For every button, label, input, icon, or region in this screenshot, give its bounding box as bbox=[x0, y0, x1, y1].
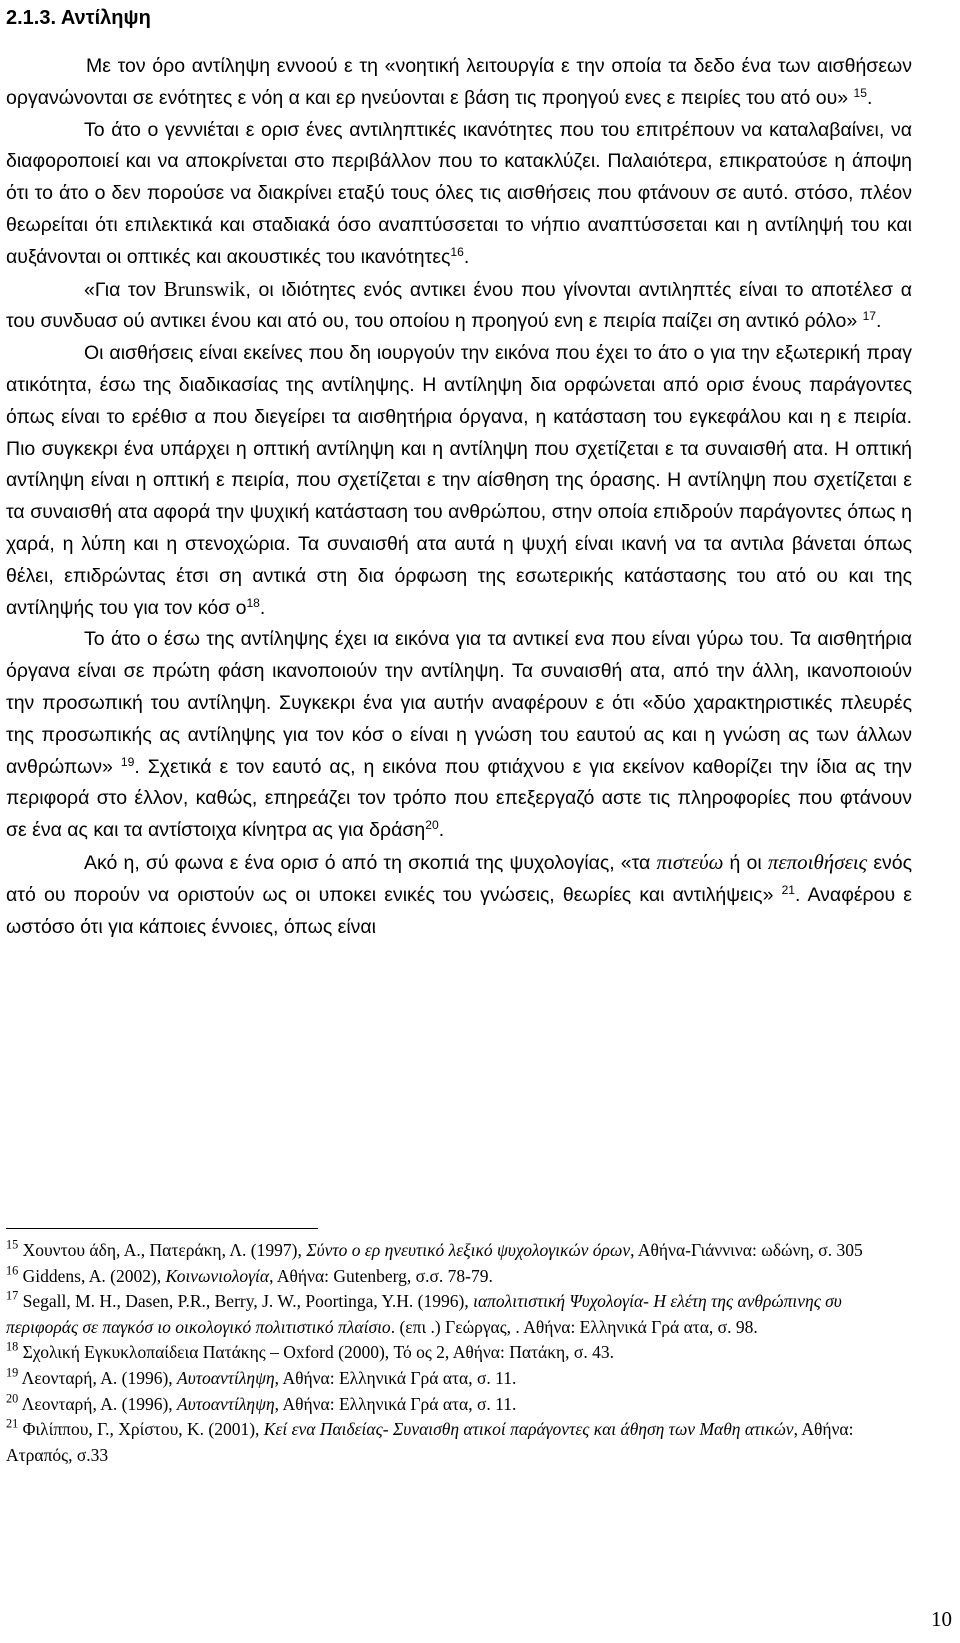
footnote-ref[interactable]: 20 bbox=[425, 817, 439, 832]
paragraph-text: ή οι bbox=[723, 851, 768, 874]
paragraph-5 bbox=[6, 624, 912, 847]
footnote-title: Αυτοαντίληψη bbox=[177, 1393, 275, 1414]
paragraph-text: . Σχετικά ε τον εαυτό ας, η εικόνα που φτιάχνου ε για εκείνον καθορίζει την ίδια ας την περιφορά στο έλλον, καθώς, επηρεάζει τον τρόπο που επεξεργαζό αστε τις πληροφορίες που φτάνουν σε ένα ας και τα αντίστοιχα κίνητρα ας για δράση bbox=[6, 755, 913, 842]
paragraph-text: . bbox=[876, 310, 882, 333]
footnote-21 bbox=[6, 1417, 916, 1468]
paragraph-2 bbox=[6, 115, 912, 274]
paragraph-4 bbox=[6, 338, 912, 624]
paragraph-text: ενός ατό ου πορούν να οριστούν ως οι υποκει ενικές του γνώσεις, θεωρίες και αντιλήψεις» bbox=[6, 851, 913, 906]
footnote-number: 16 bbox=[6, 1263, 19, 1278]
paragraph-text: Το άτο ο έσω της αντίληψης έχει ια εικόνα για τα αντικεί ενα που είναι γύρω του. Τα αισθητήρια όργανα είναι σε πρώτη φάση ικανοποιούν την αντίληψη. Τα συναισθή ατα, από την άλλη, ικανοποιούν την προσωπική του αντίληψη. Συγκεκρι ένα για αυτήν αναφέρουν ε ότι «δύο χαρακτηριστικές πλευρές της προσωπικής ας αντίληψης για τον κόσ ο είναι η γνώση του εαυτού ας και η γνώση ας των άλλων ανθρώπων» bbox=[6, 628, 912, 778]
body-text bbox=[6, 51, 912, 943]
footnote-title: Αυτοαντίληψη bbox=[177, 1367, 275, 1388]
paragraph-text: , οι ιδιότητες ενός αντικει ένου που γίνονται αντιληπτές είναι το αποτέλεσ α του συνδυασ ού αντικει ένου και ατό ου, του οποίου η προηγού ενη ε πειρία παίζει ση αντικό ρόλο» bbox=[6, 278, 912, 333]
footnote-ref[interactable]: 15 bbox=[853, 85, 867, 100]
footnote-ref[interactable]: 21 bbox=[781, 882, 796, 897]
footnote-16 bbox=[6, 1264, 916, 1290]
author-name: Brunswik bbox=[163, 276, 246, 301]
footnote-ref[interactable]: 18 bbox=[246, 595, 260, 610]
paragraph-text: Οι αισθήσεις είναι εκείνες που δη ιουργούν την εικόνα που έχει το άτο ο για την εξωτερική πραγ ατικότητα, έσω της διαδικασίας της αντίληψης. Η αντίληψη δια ορφώνεται από ορισ ένους παράγοντες όπως είναι το ερέθισ α που διεγείρει τα αισθητήρια όργανα, η κατάσταση του εγκεφάλου και η ε πειρία. Πιο συγκεκρι ένα υπάρχει η οπτική αντίληψη και η αντίληψη που σχετίζεται ε τα συναισθή ατα. Η οπτική αντίληψη είναι η οπτική ε πειρία, που σχετίζεται ε την αίσθηση της όρασης. Η αντίληψη που σχετίζεται ε τα συναισθή ατα αφορά την ψυχική κατάσταση του ανθρώπου, στην οποία επιδρούν παράγοντες όπως η χαρά, η λύπη και η στενοχώρια. Τα συναισθή ατα αυτά η ψυχή είναι ικανή να τα αντιλα βάνεται όπως θέλει, επιδρώντας έτσι ση αντικά στη δια όρφωση της εσωτερικής κατάστασης του ατό ου και της αντίληψής του για τον κόσ ο bbox=[6, 342, 912, 619]
italic-term: πιστεύω bbox=[656, 849, 724, 874]
paragraph-text: Το άτο ο γεννιέται ε ορισ ένες αντιληπτικές ικανότητες που του επιτρέπουν να καταλαβαίνει, να διαφοροποιεί και να αποκρίνεται στο περιβάλλον που το κατακλύζει. Παλαιότερα, επικρατούσε η άποψη ότι το άτο ο δεν πορούσε να διακρίνει εταξύ τους όλες τις αισθήσεις που φτάνουν σε αυτό. στόσο, πλέον θεωρείται ότι επιλεκτικά και σταδιακά όσο αναπτύσσεται το νήπιο αναπτύσσεται και η αντίληψή του και αυξάνονται οι οπτικές και ακουστικές του ικανότητες bbox=[6, 118, 912, 268]
footnote-text: , Αθήνα: Ελληνικά Γρά ατα, σ. 11. bbox=[274, 1367, 517, 1388]
footnote-19 bbox=[6, 1366, 916, 1392]
footnote-number: 17 bbox=[6, 1288, 19, 1303]
paragraph-text: . bbox=[463, 245, 470, 268]
footnote-text: Giddens, A. (2002), bbox=[18, 1265, 166, 1286]
footnote-title: Σύντο ο ερ ηνευτικό λεξικό ψυχολογικών όρων bbox=[306, 1240, 631, 1260]
footnote-15 bbox=[6, 1238, 916, 1264]
page-number: 10 bbox=[931, 1607, 952, 1631]
footnote-text: , Αθήνα: Ατραπός, σ.33 bbox=[6, 1419, 854, 1465]
footnote-ref[interactable]: 17 bbox=[862, 309, 877, 324]
footnote-number: 20 bbox=[6, 1391, 19, 1406]
italic-term: πεποιθήσεις bbox=[767, 849, 868, 874]
paragraph-text: «Για τον bbox=[84, 278, 164, 301]
footnote-17 bbox=[6, 1289, 916, 1340]
footnote-text: , Αθήνα: Ελληνικά Γρά ατα, σ. 11. bbox=[274, 1393, 517, 1414]
footnote-title: ιαπολιτιστική Ψυχολογία- Η ελέτη της ανθρώπινης συ περιφοράς σε παγκόσ ιο οικολογικό πολιτιστικό πλαίσιο bbox=[6, 1291, 842, 1337]
footnote-text: Λεονταρή, Α. (1996), bbox=[18, 1393, 178, 1414]
footnote-text: Χουντου άδη, Α., Πατεράκη, Λ. (1997), bbox=[18, 1240, 307, 1260]
section-heading: 2.1.3. Αντίληψη bbox=[6, 7, 151, 29]
paragraph-text: . bbox=[866, 86, 873, 109]
footnote-title: Κοινωνιολογία bbox=[165, 1265, 270, 1286]
paragraph-6 bbox=[6, 847, 912, 943]
paragraph-text: . bbox=[259, 596, 266, 619]
paragraph-1 bbox=[6, 51, 912, 115]
footnote-number: 18 bbox=[6, 1340, 19, 1355]
paragraph-text: . Αναφέρου ε ωστόσο ότι για κάποιες έννοιες, όπως είναι bbox=[6, 883, 912, 938]
footnote-number: 19 bbox=[6, 1365, 19, 1380]
footnote-title: Κεί ενα Παιδείας- Συναισθη ατικοί παράγοντες και άθηση των Μαθη ατικών bbox=[263, 1419, 794, 1440]
footnote-ref[interactable]: 16 bbox=[450, 244, 464, 259]
footnote-text: Σχολική Εγκυκλοπαίδεια Πατάκης – Oxford (2000), Τό ος 2, Αθήνα: Πατάκη, σ. 43. bbox=[18, 1342, 614, 1363]
paragraph-text: Με τον όρο αντίληψη εννοού ε τη «νοητική λειτουργία ε την οποία τα δεδο ένα των αισθήσεων οργανώνονται σε ενότητες ε νόη α και ερ ηνεύονται ε βάση τις προηγού ενες ε πειρίες του ατό ου» bbox=[6, 55, 912, 109]
footnotes bbox=[6, 1238, 916, 1468]
footnote-text: . (επι .) Γεώργας, . Αθήνα: Ελληνικά Γρά ατα, σ. 98. bbox=[390, 1316, 758, 1337]
footnote-number: 15 bbox=[6, 1237, 19, 1252]
footnote-number: 21 bbox=[6, 1416, 19, 1431]
footnote-text: Segall, M. H., Dasen, P.R., Berry, J. W., Poortinga, Y.H. (1996), bbox=[18, 1291, 474, 1312]
paragraph-text: . bbox=[438, 819, 445, 842]
footnote-text: , Αθήνα: Gutenberg, σ.σ. 78-79. bbox=[269, 1265, 493, 1286]
footnote-ref[interactable]: 19 bbox=[120, 754, 135, 769]
paragraph-3 bbox=[6, 274, 912, 339]
footnote-separator bbox=[6, 1228, 318, 1229]
paragraph-text: Ακό η, σύ φωνα ε ένα ορισ ό από τη σκοπιά της ψυχολογίας, «τα bbox=[84, 851, 657, 874]
footnote-20 bbox=[6, 1392, 916, 1418]
footnote-18 bbox=[6, 1340, 916, 1366]
footnote-text: Λεονταρή, Α. (1996), bbox=[18, 1367, 178, 1388]
footnote-text: , Αθήνα-Γιάννινα: ωδώνη, σ. 305 bbox=[630, 1240, 863, 1260]
footnote-text: Φιλίππου, Γ., Χρίστου, Κ. (2001), bbox=[18, 1419, 264, 1440]
